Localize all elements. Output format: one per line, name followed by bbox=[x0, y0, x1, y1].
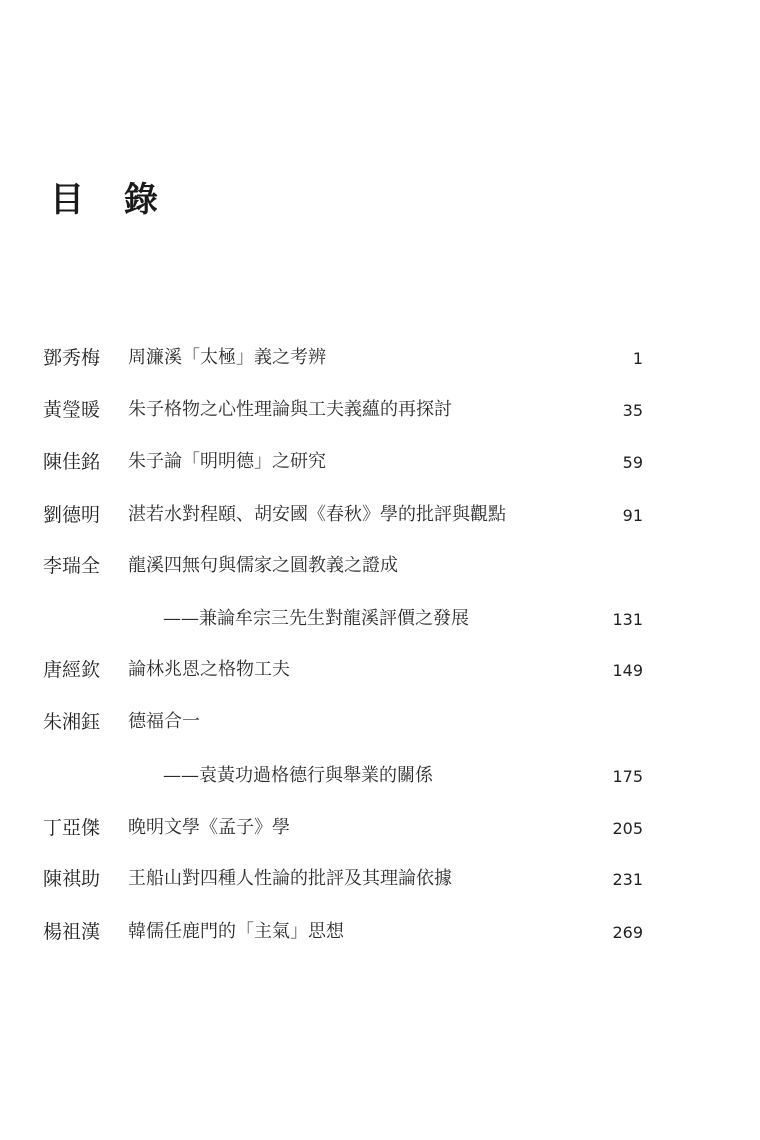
entry-subtitle: ——袁黃功過格德行與舉業的關係 bbox=[163, 765, 433, 786]
toc-entry bbox=[0, 864, 760, 904]
entry-page-number: 91 bbox=[622, 506, 643, 525]
entry-title: 王船山對四種人性論的批評及其理論依據 bbox=[128, 868, 452, 889]
entry-title: 朱子論「明明德」之研究 bbox=[128, 451, 326, 472]
page-title: 目 錄 bbox=[50, 180, 172, 220]
entry-author: 鄧秀梅 bbox=[43, 347, 101, 369]
entry-title: 德福合一 bbox=[128, 711, 200, 732]
entry-author: 丁亞傑 bbox=[43, 817, 101, 839]
entry-author: 朱湘鈺 bbox=[43, 711, 101, 733]
entry-page-number: 131 bbox=[612, 610, 643, 629]
entry-title: 龍溪四無句與儒家之圓教義之證成 bbox=[128, 555, 398, 576]
entry-page-number: 175 bbox=[612, 767, 643, 786]
entry-page-number: 35 bbox=[622, 401, 643, 420]
toc-entry bbox=[0, 500, 760, 540]
entry-page-number: 1 bbox=[632, 349, 643, 368]
entry-title: 周濂溪「太極」義之考辨 bbox=[128, 347, 326, 368]
toc-entry-continuation bbox=[0, 604, 760, 644]
entry-subtitle: ——兼論牟宗三先生對龍溪評價之發展 bbox=[163, 608, 469, 629]
entry-author: 唐經欽 bbox=[43, 659, 101, 681]
entry-title: 朱子格物之心性理論與工夫義蘊的再探討 bbox=[128, 399, 452, 420]
entry-page-number: 269 bbox=[612, 923, 643, 942]
entry-author: 黃瑩暖 bbox=[43, 399, 101, 421]
entry-author: 劉德明 bbox=[43, 504, 101, 526]
entry-page-number: 205 bbox=[612, 819, 643, 838]
toc-entry bbox=[0, 707, 760, 747]
entry-title: 晚明文學《孟子》學 bbox=[128, 817, 290, 838]
entry-title: 湛若水對程頤、胡安國《春秋》學的批評與觀點 bbox=[128, 504, 506, 525]
toc-entry bbox=[0, 917, 760, 957]
toc-entry bbox=[0, 813, 760, 853]
entry-page-number: 231 bbox=[612, 870, 643, 889]
entry-page-number: 59 bbox=[622, 453, 643, 472]
toc-entry bbox=[0, 447, 760, 487]
entry-title: 論林兆恩之格物工夫 bbox=[128, 659, 290, 680]
entry-author: 陳祺助 bbox=[43, 868, 101, 890]
entry-page-number: 149 bbox=[612, 661, 643, 680]
toc-entry bbox=[0, 395, 760, 435]
toc-entry bbox=[0, 343, 760, 383]
toc-entry bbox=[0, 551, 760, 591]
toc-entry-continuation bbox=[0, 761, 760, 801]
entry-title: 韓儒任鹿門的「主氣」思想 bbox=[128, 921, 344, 942]
entry-author: 李瑞全 bbox=[43, 555, 101, 577]
entry-author: 楊祖漢 bbox=[43, 921, 101, 943]
entry-author: 陳佳銘 bbox=[43, 451, 101, 473]
toc-entry bbox=[0, 655, 760, 695]
